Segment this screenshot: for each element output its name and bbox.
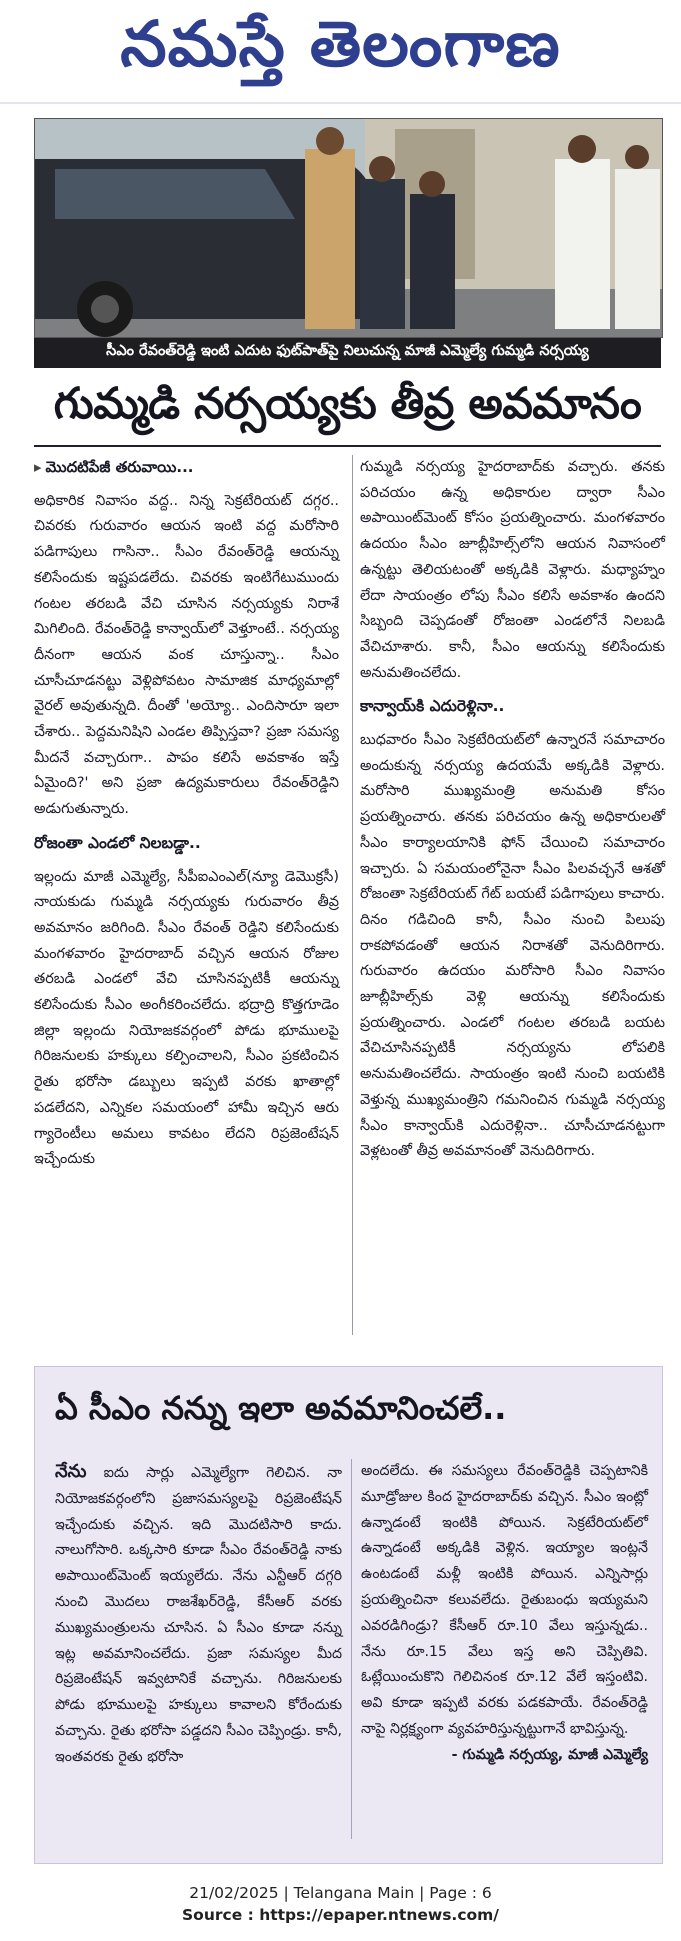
continued-label: ▸ మొదటిపేజీ తరువాయి... bbox=[34, 458, 194, 476]
article-right-column bbox=[360, 455, 665, 1173]
headline-rule bbox=[34, 445, 661, 447]
newspaper-title: నమస్తే తెలంగాణ bbox=[120, 6, 561, 81]
subheading: కాన్వాయ్‌కి ఎదురెళ్లినా.. bbox=[360, 697, 505, 716]
article-paragraph: ఇల్లందు మాజీ ఎమ్మెల్యే, సీపీఐఎంఎల్(న్యూ డెమొక్రసీ) నాయకుడు గుమ్మడి నర్సయ్యకు గురువారం తీవ్ర అవమానం జరిగింది. సీఎం రేవంత్ రెడ్డిని కలిసేందుకు మంగళవారం హైదరాబాద్ వచ్చిన ఆయన రోజుల తరబడి ఎండలో వేచి చూసినప్పటికీ ఆయన్ను కలిసేందుకు సీఎం అంగీకరించలేదు. భద్రాద్రి కొత్తగూడెం జిల్లా ఇల్లందు నియోజకవర్గంలో పోడు భూములపై గిరిజనులకు హక్కులు కల్పించాలని, సీఎం ప్రకటించిన రైతు భరోసా డబ్బులు ఇప్పటి వరకు ఖాతాల్లో పడలేదని, ఎన్నికల సమయంలో హామీ ఇచ్చిన ఆరు గ్యారెంటీలు అమలు కావటం లేదని రిప్రజెంటేషన్ ఇచ్చేందుకు bbox=[34, 868, 339, 1168]
news-photo bbox=[34, 118, 663, 338]
footer-source-line: Source : https://epaper.ntnews.com/ bbox=[182, 1906, 499, 1924]
photo-illustration bbox=[35, 119, 662, 337]
quote-right-column bbox=[361, 1459, 648, 1769]
photo-caption: సీఎం రేవంత్‌రెడ్డి ఇంటి ఎదుట ఫుట్‌పాత్‌పై నిలుచున్న మాజీ ఎమ్మెల్యే గుమ్మడి నర్సయ్య bbox=[34, 338, 661, 368]
box-column-divider bbox=[351, 1459, 352, 1839]
quote-left-column bbox=[55, 1459, 342, 1771]
article-headline: గుమ్మడి నర్సయ్యకు తీవ్ర అవమానం bbox=[53, 379, 642, 429]
quote-signature: - గుమ్మడి నర్సయ్య, మాజీ ఎమ్మెల్యే bbox=[451, 1746, 648, 1763]
article-paragraph: అధికారిక నివాసం వద్ద.. నిన్న సెక్రటేరియట్ దగ్గర.. చివరకు గురువారం ఆయన ఇంటి వద్ద మరోసారి పడిగాపులు గాసినా.. సీఎం రేవంత్‌రెడ్డి ఆయన్ను కలిసేందుకు ఇష్టపడలేదు. చివరకు ఇంటిగేటుముందు గంటల తరబడి వేచి చూసిన నర్సయ్యకు నిరాశే మిగిలింది. రేవంత్‌రెడ్డి కాన్వాయ్‌లో వెళ్తూంటే.. నర్సయ్య దీనంగా ఆయన వంక చూస్తున్నా.. సీఎం చూసీచూడనట్టు వెళ్లిపోవటం సామాజిక మాధ్యమాల్లో వైరల్ అవుతున్నది. దీంతో 'అయ్యో.. ఎందిసారూ ఇలా చేశారు.. పెద్దమనిషిని ఎండల తిప్పిస్తవా? ప్రజా సమస్య మీదనే వచ్చారుగా.. పాపం కలిసే అవకాశం ఇస్తే ఏమైంది?' అని ప్రజా ఉద్యమకారులు రేవంత్‌రెడ్డిని అడుగుతున్నారు. bbox=[34, 492, 339, 818]
quote-text: అందలేదు. ఈ సమస్యలు రేవంత్‌రెడ్డికి చెప్పటానికి మూడ్రోజుల కింద హైదరాబాద్‌కు వచ్చిన. సీఎం ఇంట్లో ఉన్నాడంటే ఇంటికి పోయిన. సెక్రటేరియట్‌లో ఉన్నాడంటే అక్కడికి వెళ్లిన. ఇయ్యాల ఇంట్లనే ఉంటడంటే మళ్లీ ఇంటికి పోయిన. ఎన్నిసార్లు ప్రయత్నించినా కలువలేదు. రైతుబంధు ఇయ్యమని ఎవరడిగిండ్రు? కేసీఆర్ రూ.10 వేలు ఇస్తున్నడు.. నేను రూ.15 వేలు ఇస్త అని చెప్పితివి. ఓట్లేయించుకొని గెలిచినంక రూ.12 వేలే ఇస్తంటివి. అవి కూడా ఇప్పటి వరకు పడకపాయే. రేవంత్‌రెడ్డి నాపై నిర్లక్ష్యంగా వ్యవహరిస్తున్నట్టుగానే భావిస్తున్న. bbox=[361, 1463, 648, 1737]
quote-text: ఐదు సార్లు ఎమ్మెల్యేగా గెలిచిన. నా నియోజకవర్గంలోని ప్రజాసమస్యలపై రిప్రజెంటేషన్ ఇచ్చేందుకు వచ్చిన. ఇది మొదటిసారి కాదు. నాలుగోసారి. ఒక్కసారి కూడా సీఎం రేవంత్‌రెడ్డి నాకు అపాయింట్‌మెంట్ ఇయ్యలేదు. నేను ఎన్టీఆర్ దగ్గరి నుంచి మొదలు రాజశేఖర్‌రెడ్డి, కేసీఆర్ వరకు ముఖ్యమంత్రులను చూసిన. ఏ సీఎం కూడా నన్ను ఇట్ల అవమానించలేదు. ప్రజా సమస్యల మీద రిప్రజెంటేషన్ ఇవ్వటానికే వచ్చాను. గిరిజనులకు పోడు భూములపై హక్కులు కావాలని కోరేందుకు వచ్చాను. రైతు భరోసా పడ్డదని సీఎం చెప్పిండ్రు. కానీ, ఇంతవరకు రైతు భరోసా bbox=[55, 1465, 342, 1765]
page-footer bbox=[0, 1882, 681, 1926]
arrow-right-icon: ▸ bbox=[34, 458, 42, 476]
footer-date-line: 21/02/2025 | Telangana Main | Page : 6 bbox=[189, 1884, 492, 1902]
masthead bbox=[0, 0, 681, 104]
article-paragraph: గుమ్మడి నర్సయ్య హైదరాబాద్‌కు వచ్చారు. తనకు పరిచయం ఉన్న అధికారుల ద్వారా సీఎం అపాయింట్‌మెంట్ కోసం ప్రయత్నించారు. మంగళవారం ఉదయం సీఎం జూబ్లీహిల్స్‌లోని ఆయన నివాసంలో ఉన్నట్టు తెలియటంతో అక్కడికి వెళ్లారు. మధ్యాహ్నం లేదా సాయంత్రం లోపు సీఎం కలిసే అవకాశం ఉందని సిబ్బంది చెప్పడంతో రోజంతా ఎండలోనే నిలబడి వేచిచూశారు. కానీ, సీఎం ఆయన్ను కలిసేందుకు అనుమతించలేదు. bbox=[360, 459, 665, 681]
column-divider bbox=[352, 455, 353, 1335]
subheading: రోజంతా ఎండలో నిలబడ్డా.. bbox=[34, 833, 201, 852]
quote-box bbox=[34, 1366, 663, 1864]
quote-box-title: ఏ సీఎం నన్ను ఇలా అవమానించలే.. bbox=[55, 1389, 507, 1427]
article-left-column bbox=[34, 455, 339, 1181]
article-paragraph: బుధవారం సీఎం సెక్రటేరియట్‌లో ఉన్నారనే సమాచారం అందుకున్న నర్సయ్య ఉదయమే అక్కడికి వెళ్లారు. మరోసారి ముఖ్యమంత్రి అనుమతి కోసం ప్రయత్నించారు. తనకు పరిచయం ఉన్న అధికారులతో సీఎం కార్యాలయానికి ఫోన్ చేయించి సమాచారం ఇచ్చారు. ఏ సమయంలోనైనా సీఎం పిలవచ్చనే ఆశతో రోజంతా సెక్రటేరియట్ గేట్ బయటే పడిగాపులు కాచారు. దినం గడిచింది కానీ, సీఎం నుంచి పిలుపు రాకపోవడంతో ఆయన నిరాశతో వెనుదిరిగారు. గురువారం ఉదయం మరోసారి సీఎం నివాసం జూబ్లీహిల్స్‌కు వెళ్లి ఆయన్ను కలిసేందుకు ప్రయత్నించారు. ఎండలో గంటల తరబడి బయట వేచిచూసినప్పటికీ నర్సయ్యను లోపలికి అనుమతించలేదు. సాయంత్రం ఇంటి నుంచి బయటికి వెళ్తున్న ముఖ్యమంత్రిని గమనించిన గుమ్మడి నర్సయ్య సీఎం కాన్వాయ్‌కి ఎదురెళ్లినా.. చూసీచూడనట్టుగా వెళ్లటంతో తీవ్ర అవమానంతో వెనుదిరిగారు. bbox=[360, 732, 665, 1160]
drop-cap: నేను bbox=[55, 1461, 87, 1482]
